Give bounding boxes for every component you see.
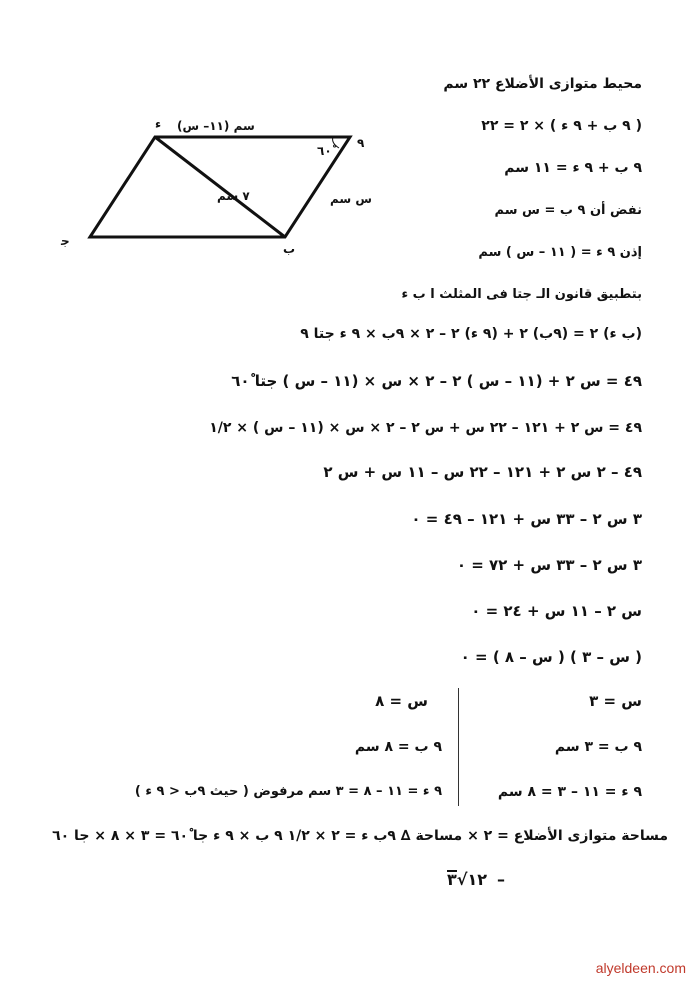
diagonal-bd: [155, 137, 285, 237]
cosine-law-intro: بتطبيق قانون الـ جتا فى المثلث ا ب ء: [401, 287, 642, 302]
quadratic-line-1: ٣ س ٢ – ٣٣ س + ١٢١ – ٤٩ = ٠: [411, 510, 642, 528]
answer-root: ٣: [447, 870, 457, 889]
site-watermark: alyeldeen.com: [595, 960, 686, 976]
quadratic-line-2: ٣ س ٢ – ٣٣ س + ٧٢ = ٠: [456, 556, 642, 574]
sqrt-sign: √: [456, 870, 468, 889]
diagonal-label: ٧ سم: [217, 189, 250, 203]
final-answer: [425, 870, 505, 889]
vertex-b-label: ب: [283, 242, 296, 256]
case2-ab: ٩ ب = ٨ سم: [354, 739, 442, 755]
case1-ad: ٩ ء = ١١ – ٣ = ٨ سم: [497, 784, 642, 800]
angle-arc: [333, 137, 339, 148]
half-perimeter: ٩ ب + ٩ ء = ١١ سم: [504, 160, 642, 176]
answer-value: ١٢: [467, 870, 487, 889]
case1-x: س = ٣: [589, 692, 642, 710]
side-ad-label: (١١– س) سم: [177, 119, 255, 133]
substitution-line: ٤٩ = س ٢ + (١١ – س ) ٢ – ٢ × س × (١١ – س ) جتا ٦٠ْ: [231, 372, 642, 390]
side-ab-label: س سم: [330, 192, 372, 206]
expansion-line: ٤٩ = س ٢ + ١٢١ – ٢٢ س + س ٢ – ٢ × س × (١١ – س ) × ١/٢: [209, 420, 642, 436]
quadratic-line-3: س ٢ – ١١ س + ٢٤ = ٠: [471, 602, 642, 620]
vertex-a-label: ٩: [357, 136, 365, 150]
case2-ad-rejected: ٩ ء = ١١ – ٨ = ٣ سم مرفوض ( حيث ٩ب < ٩ ء ): [134, 784, 442, 799]
parallelogram-svg: [55, 110, 385, 260]
conclusion-line: إذن ٩ ء = ( ١١ – س ) سم: [478, 245, 642, 260]
parallelogram-figure: [55, 110, 385, 260]
case1-ab: ٩ ب = ٣ سم: [554, 739, 642, 755]
perimeter-equation: ( ٩ ب + ٩ ء ) × ٢ = ٢٢: [481, 118, 642, 134]
angle-label: ٦٠ْ: [317, 144, 332, 158]
answer-dash: –: [497, 870, 505, 889]
case2-x: س = ٨: [375, 692, 428, 710]
perimeter-line: محيط متوازى الأضلاع ٢٢ سم: [443, 76, 642, 92]
case-divider: [458, 688, 459, 806]
cosine-law-formula: (ب ء) ٢ = (٩ب) ٢ + (٩ ء) ٢ – ٢ × ٩ب × ٩ ء جتا ٩: [300, 326, 642, 342]
assumption-line: نفض أن ٩ ب = س سم: [494, 203, 642, 218]
vertex-c-label: ﺟ: [61, 234, 70, 248]
area-line: مساحة متوازى الأضلاع = ٢ × مساحة ∆ ٩ب ء = ٢ × ١/٢ ٩ ب × ٩ ء جا ٦٠ْ = ٣ × ٨ × جا ٦٠: [52, 828, 668, 844]
factored-line: ( س – ٣ ) ( س – ٨ ) = ٠: [460, 648, 642, 666]
vertex-d-label: ء: [155, 117, 162, 131]
simplify-line: ٤٩ – ٢ س ٢ + ١٢١ – ٢٢ س – ١١ س + س ٢: [323, 463, 642, 481]
